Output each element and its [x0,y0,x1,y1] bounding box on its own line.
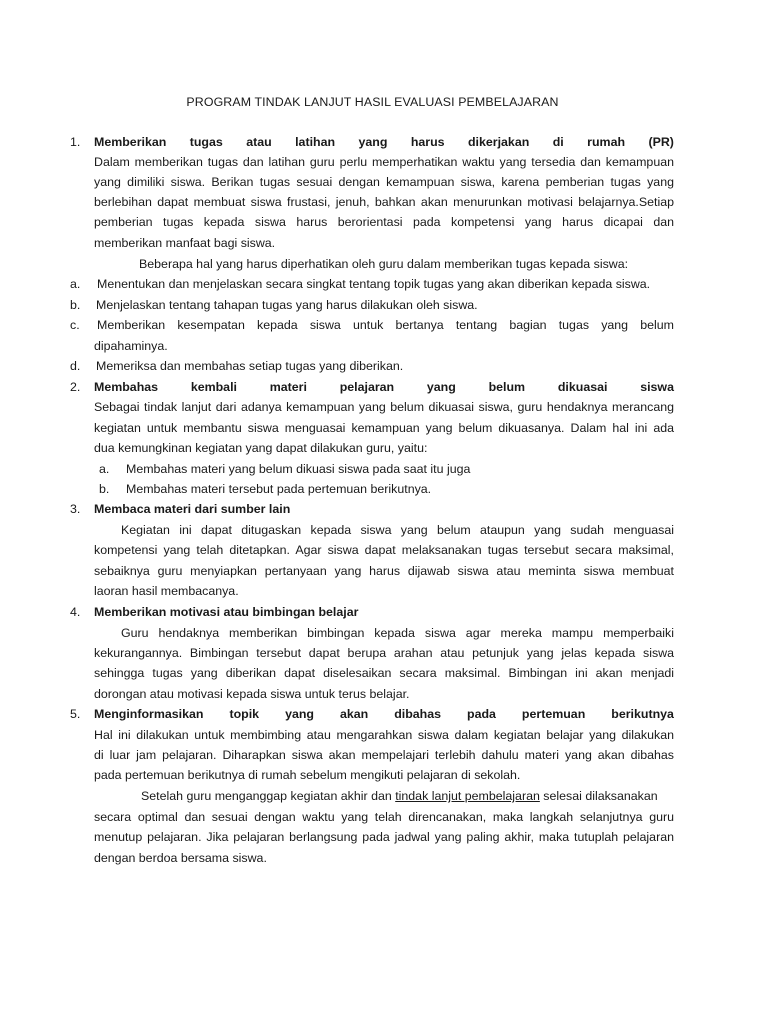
list-item: Membahas materi yang belum dikuasi siswa pada saat itu juga [126,462,471,476]
section-1-intro: Beberapa hal yang harus diperhatikan oleh guru dalam memberikan tugas kepada siswa: [139,257,629,271]
section-2-line: Sebagai tindak lanjut dari adanya kemampuan yang belum dikuasai siswa, guru hendaknya merancang [94,400,674,414]
section-3-line: kompetensi yang telah ditetapkan. Agar siswa dapat melaksanakan tugas tersebut secara maksimal, [94,543,674,557]
section-1-line: yang dimiliki siswa. Berikan tugas sesuai dengan kemampuan siswa, karena pemberian tugas yang [94,175,674,189]
section-3-heading: Membaca materi dari sumber lain [94,502,291,516]
list-marker: a. [70,277,81,291]
closing-line: secara optimal dan sesuai dengan waktu yang telah direncanakan, maka langkah selanjutnya guru [94,810,674,824]
closing-line: menutup pelajaran. Jika pelajaran berlangsung pada jadwal yang paling akhir, maka tutuplah pelajaran [94,830,674,844]
section-5-line: Hal ini dilakukan untuk membimbing atau mengarahkan siswa dalam kegiatan belajar yang dilakukan [94,728,674,742]
section-5-heading: Menginformasikan topik yang akan dibahas pada pertemuan berikutnya [94,707,674,721]
section-3-number: 3. [70,502,81,516]
closing-first-line: Setelah guru menganggap kegiatan akhir dan tindak lanjut pembelajaran selesai dilaksanakan [141,789,658,803]
section-1-line: memberikan manfaat bagi siswa. [94,236,276,250]
closing-line: dengan berdoa bersama siswa. [94,851,267,865]
list-marker: b. [70,298,81,312]
section-5-line: pada pertemuan berikutnya di rumah sebelum mengikuti pelajaran di sekolah. [94,768,521,782]
section-3-line: laoran hasil membacanya. [94,584,239,598]
section-1-number: 1. [70,135,81,149]
section-1-line: Dalam memberikan tugas dan latihan guru perlu memperhatikan waktu yang tersedia dan kemampuan [94,155,674,169]
list-item: Memeriksa dan membahas setiap tugas yang diberikan. [96,359,404,373]
list-marker: a. [99,462,110,476]
section-3-line: sebaiknya guru menyiapkan pertanyaan yang harus dijawab siswa atau meminta siswa membuat [94,564,674,578]
section-4-heading: Memberikan motivasi atau bimbingan belajar [94,605,359,619]
list-marker: d. [70,359,81,373]
section-4-number: 4. [70,605,81,619]
section-4-line: sehingga tugas yang diberikan dapat diselesaikan secara maksimal. Bimbingan ini akan menjadi [94,666,674,680]
section-2-line: kegiatan untuk membantu siswa menguasai kemampuan yang belum dikuasanya. Dalam hal ini ada [94,421,674,435]
section-4-line: Guru hendaknya memberikan bimbingan kepada siswa agar mereka mampu memperbaiki [121,626,674,640]
section-1-heading: Memberikan tugas atau latihan yang harus dikerjakan di rumah (PR) [94,135,674,149]
list-marker: b. [99,482,110,496]
section-1-line: berlebihan dapat membuat siswa frustasi, jenuh, bahkan akan menurunkan motivasi belajarnya.Setiap [94,195,674,209]
section-2-line: dua kemungkinan kegiatan yang dapat dilakukan guru, yaitu: [94,441,428,455]
list-item: Menentukan dan menjelaskan secara singkat tentang topik tugas yang akan diberikan kepada siswa. [97,277,651,291]
section-2-number: 2. [70,380,81,394]
section-3-line: Kegiatan ini dapat ditugaskan kepada siswa yang belum ataupun yang sudah menguasai [121,523,674,537]
section-5-line: di luar jam pelajaran. Diharapkan siswa akan mempelajari terlebih dahulu materi yang akan dibahas [94,748,674,762]
list-item: Menjelaskan tentang tahapan tugas yang harus dilakukan oleh siswa. [96,298,478,312]
section-4-line: dorongan atau motivasi kepada siswa untuk terus belajar. [94,687,410,701]
section-5-number: 5. [70,707,81,721]
document-title: PROGRAM TINDAK LANJUT HASIL EVALUASI PEMBELAJARAN [186,95,559,109]
section-2-heading: Membahas kembali materi pelajaran yang belum dikuasai siswa [94,380,674,394]
section-4-line: kekurangannya. Bimbingan tersebut dapat berupa arahan atau petunjuk yang jelas kepada siswa [94,646,674,660]
list-marker: c. [70,318,80,332]
list-item: dipahaminya. [94,339,168,353]
section-1-line: pemberian tugas kepada siswa harus berorientasi pada kompetensi yang harus dicapai dan [94,215,674,229]
tindak-lanjut-link[interactable]: tindak lanjut pembelajaran [395,789,540,803]
list-item: Membahas materi tersebut pada pertemuan berikutnya. [126,482,432,496]
list-item: Memberikan kesempatan kepada siswa untuk bertanya tentang bagian tugas yang belum [97,318,674,332]
